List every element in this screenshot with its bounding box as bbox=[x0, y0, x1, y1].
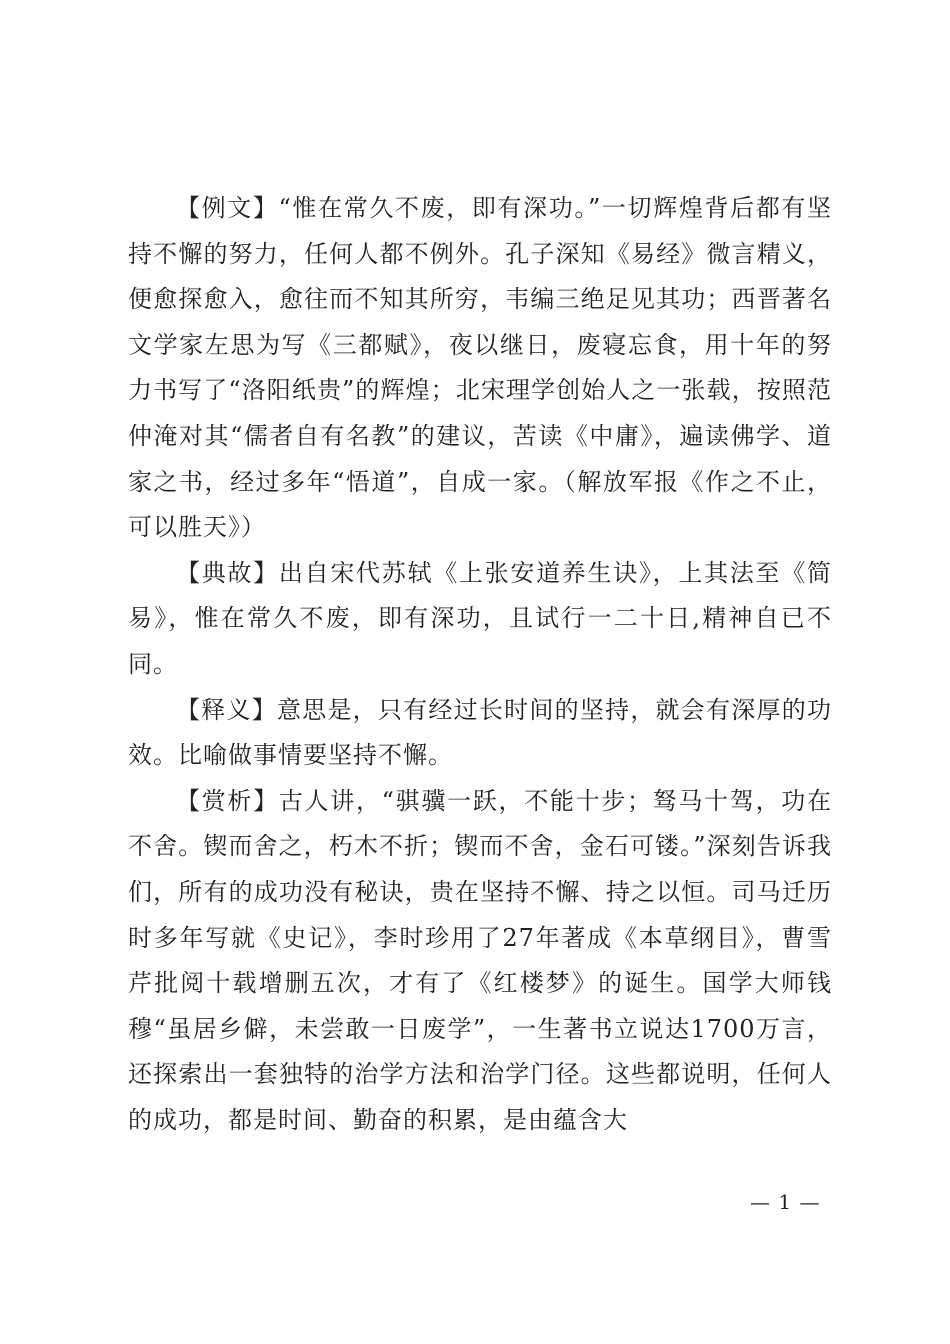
paragraph-allusion: 【典故】出自宋代苏轼《上张安道养生诀》，上其法至《简易》，惟在常久不废，即有深功，且试行一二十日,精神自已不同。 bbox=[128, 558, 832, 678]
paragraph-appreciation: 【赏析】古人讲，“骐骥一跃，不能十步；驽马十驾，功在不舍。锲而舍之，朽木不折；锲而不舍，金石可镂。”深刻告诉我们，所有的成功没有秘诀，贵在坚持不懈、持之以恒。司马迁历时多年写就《史记》，李时珍用了27年著成《本草纲目》，曹雪芹批阅十载增删五次，才有了《红楼梦》的诞生。国学大师钱穆“虽居乡僻，未尝敢一日废学”，一生著书立说达1700万言，还探索出一套独特的治学方法和治学门径。这些都说明，任何人的成功，都是时间、勤奋的积累，是由蕴含大 bbox=[128, 786, 832, 1134]
document-body bbox=[128, 186, 832, 1143]
paragraph-example: 【例文】“惟在常久不废，即有深功。”一切辉煌背后都有坚持不懈的努力，任何人都不例外。孔子深知《易经》微言精义，便愈探愈入，愈往而不知其所穷，韦编三绝足见其功；西晋著名文学家左思为写《三都赋》，夜以继日，废寝忘食，用十年的努力书写了“洛阳纸贵”的辉煌；北宋理学创始人之一张载，按照范仲淹对其“儒者自有名教”的建议，苦读《中庸》，遍读佛学、道家之书，经过多年“悟道”，自成一家。（解放军报《作之不止，可以胜天》） bbox=[128, 194, 832, 542]
page-number: — 1 — bbox=[750, 1190, 821, 1214]
paragraph-meaning: 【释义】意思是，只有经过长时间的坚持，就会有深厚的功效。比喻做事情要坚持不懈。 bbox=[128, 695, 832, 770]
